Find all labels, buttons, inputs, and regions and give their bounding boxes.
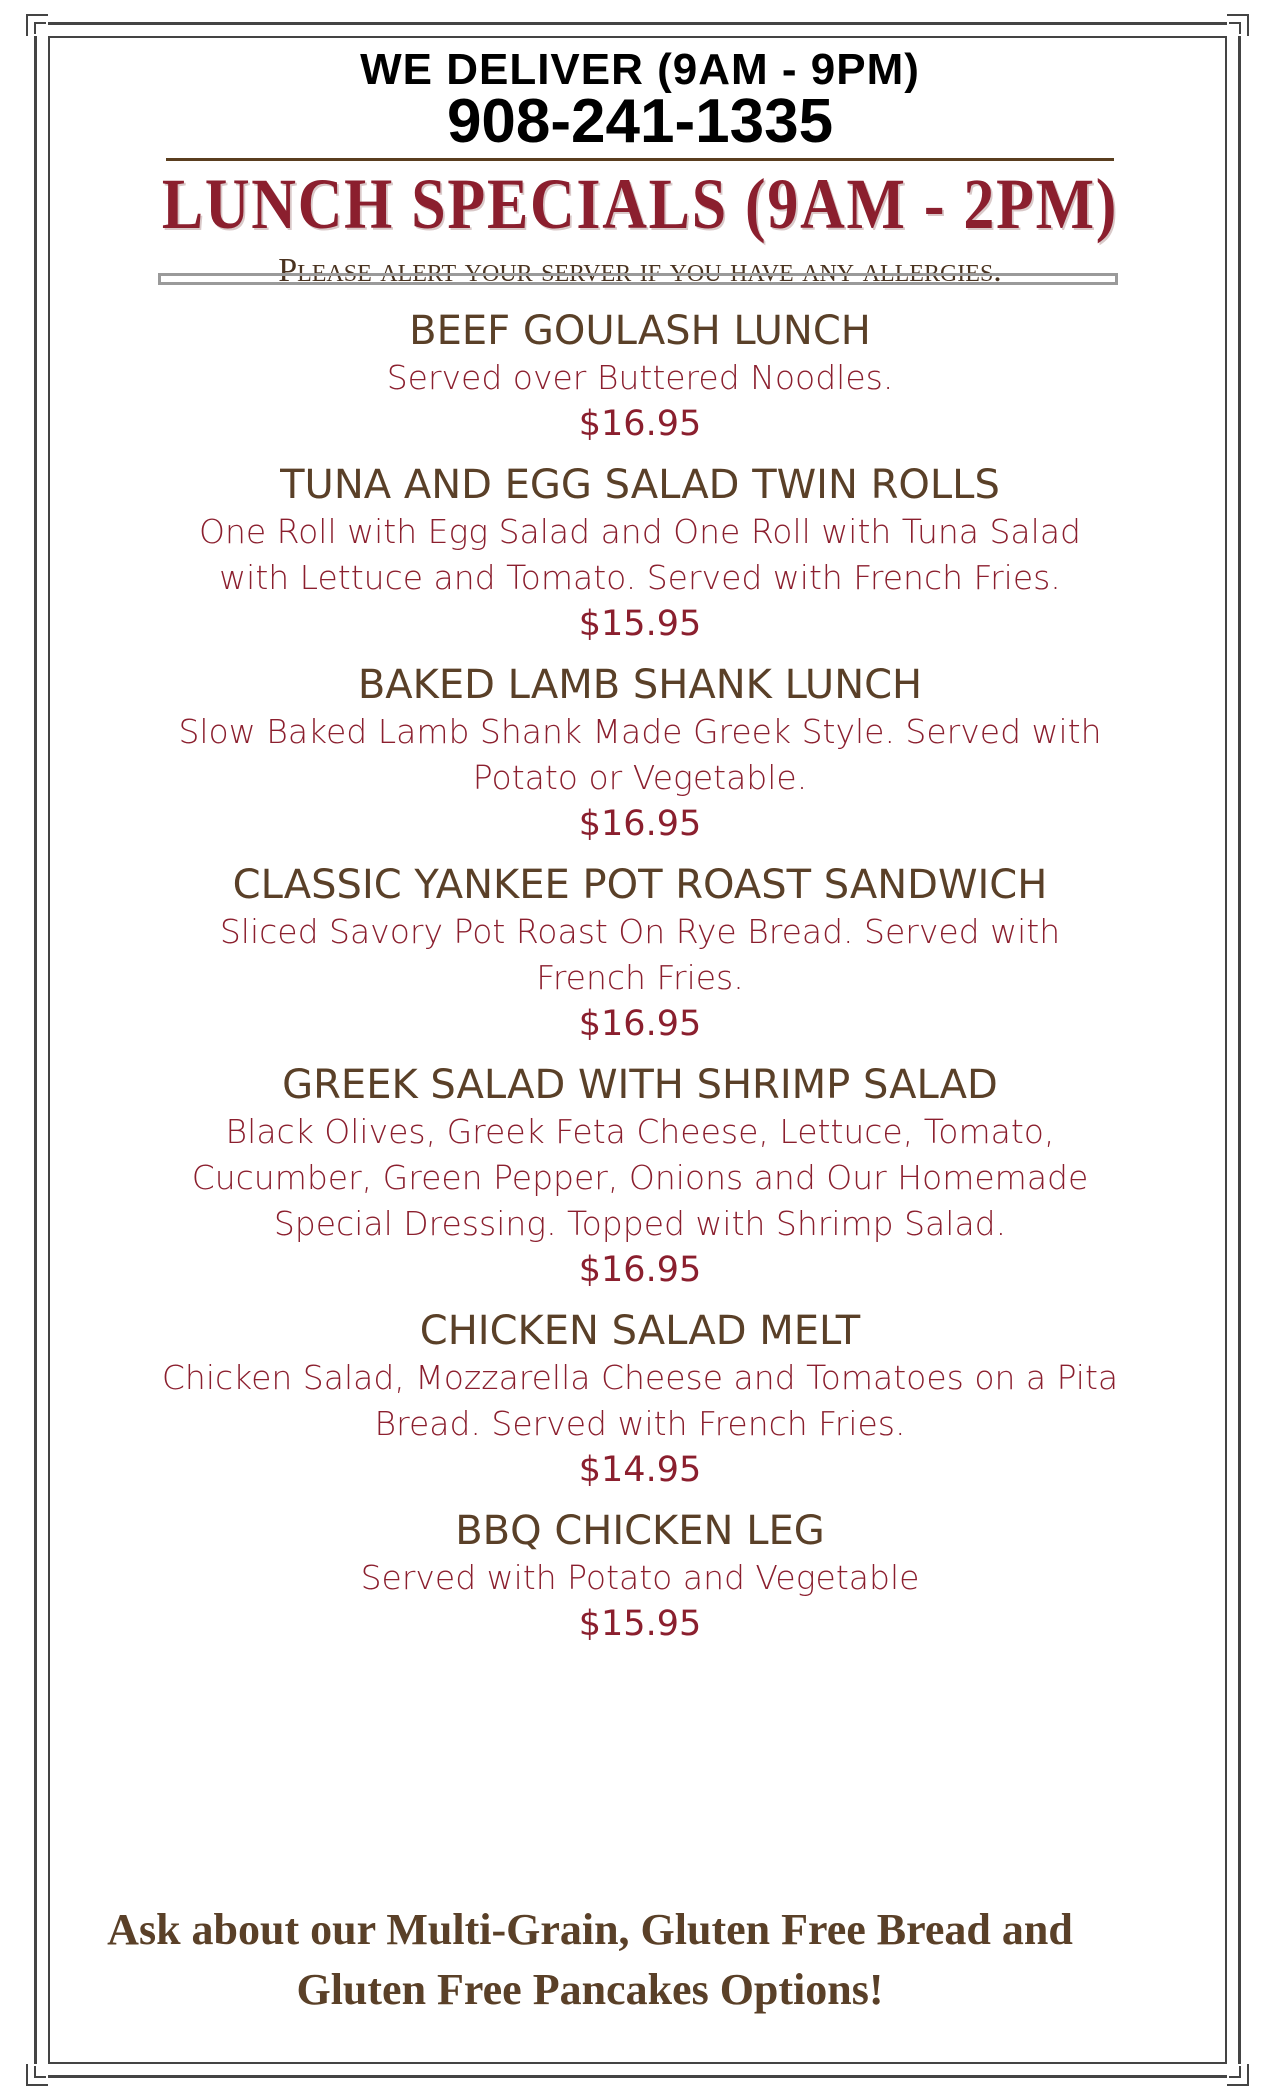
- menu-item-description: Served over Buttered Noodles.: [386, 358, 894, 397]
- menu-item: [80, 307, 1200, 447]
- menu-item-name: BBQ CHICKEN LEG: [455, 1508, 825, 1554]
- menu-item-description: Slow Baked Lamb Shank Made Greek Style. Served with Potato or Vegetable.: [178, 712, 1102, 797]
- menu-item-description: Chicken Salad, Mozzarella Cheese and Tomatoes on a Pita Bread. Served with French Fries.: [161, 1358, 1119, 1443]
- menu-item-price: $15.95: [578, 604, 702, 644]
- menu-item-name: GREEK SALAD WITH SHRIMP SALAD: [282, 1062, 998, 1108]
- menu-item-description: Black Olives, Greek Feta Cheese, Lettuce, Tomato, Cucumber, Green Pepper, Onions and Our Homemade Special Dressing. Topped with Shrimp Salad.: [191, 1112, 1089, 1243]
- menu-item-name: CHICKEN SALAD MELT: [419, 1308, 861, 1354]
- phone-number: 908-241-1335: [446, 87, 834, 156]
- allergy-notice-block: [158, 247, 1122, 293]
- allergy-notice: Please alert your server if you have any allergies.: [278, 252, 1002, 289]
- menu-item-description: One Roll with Egg Salad and One Roll with Tuna Salad with Lettuce and Tomato. Served with French Fries.: [198, 512, 1081, 597]
- gluten-free-note-line1: Ask about our Multi-Grain, Gluten Free Bread and: [107, 1905, 1073, 1954]
- menu-item-price: $14.95: [578, 1450, 702, 1490]
- corner-ornament: [26, 14, 48, 36]
- menu-item-price: $16.95: [578, 1250, 702, 1290]
- menu-item: [80, 861, 1200, 1047]
- menu-item-name: CLASSIC YANKEE POT ROAST SANDWICH: [232, 862, 1048, 908]
- corner-ornament: [1227, 2064, 1249, 2086]
- allergy-notice-box: [158, 273, 1118, 285]
- menu-item-description: Sliced Savory Pot Roast On Rye Bread. Served with French Fries.: [219, 912, 1061, 997]
- menu-item: [80, 661, 1200, 847]
- menu-item-name: TUNA AND EGG SALAD TWIN ROLLS: [280, 462, 1000, 508]
- delivery-hours: WE DELIVER (9AM - 9PM): [360, 45, 920, 94]
- menu-item: [80, 1061, 1200, 1293]
- menu-item-price: $16.95: [578, 804, 702, 844]
- menu-item-price: $15.95: [578, 1604, 702, 1644]
- menu-item-price: $16.95: [578, 1004, 702, 1044]
- corner-ornament: [1227, 14, 1249, 36]
- page-title: LUNCH SPECIALS (9AM - 2PM): [161, 164, 1119, 244]
- gluten-free-note: [90, 1900, 1090, 2020]
- menu-item: [80, 1507, 1200, 1647]
- menu-content: [80, 40, 1200, 1647]
- corner-ornament: [26, 2064, 48, 2086]
- menu-item: [80, 1307, 1200, 1493]
- menu-item-name: BEEF GOULASH LUNCH: [409, 308, 871, 354]
- gluten-free-note-line2: Gluten Free Pancakes Options!: [296, 1965, 884, 2014]
- menu-item-price: $16.95: [578, 404, 702, 444]
- menu-item-description: Served with Potato and Vegetable: [360, 1558, 920, 1597]
- menu-item-name: BAKED LAMB SHANK LUNCH: [357, 662, 923, 708]
- menu-item: [80, 461, 1200, 647]
